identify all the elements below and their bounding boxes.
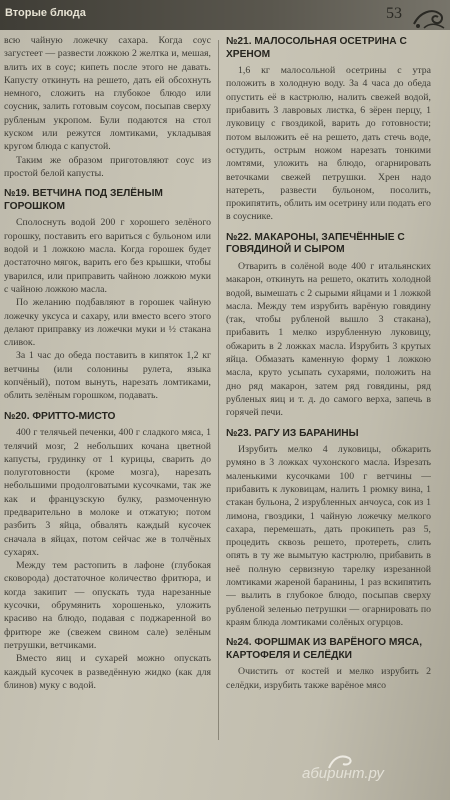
column-divider [218,40,219,740]
recipe-title-20: №20. ФРИТТО-МИСТО [4,410,116,422]
recipe-20-paragraph: Вместо яиц и сухарей можно опускать каждый кусочек в разведённую жидко (как для блинов) муку с водой. [4,653,211,691]
recipe-24-paragraph: Очистить от костей и мелко изрубить 2 селёдки, изрубить также варёное мясо [226,666,431,691]
left-column [4,34,211,770]
recipe-23-paragraph: Изрубить мелко 4 луковицы, обжарить румяно в 3 ложках чухонского масла. Изрезать маленькими кусочками 100 г ветчины — прибавить к луковицам, налить 1 рюмку вина, 1 стакан бульона, 2 изрубленных анчоуса, сок из 1 лимона, гвоздики, 1 чайную ложечку мелкого сахара, перемешать, дать прокипеть раз 5, процедить сквозь решето, протереть, слить опять в ту же вымытую кастрюлю, прибавить в неё полную сервизную тарелку изрезанной ломтиками жареной баранины, 1 раз вскипятить — вылить в глубокое блюдо, посыпав сверху рубленой зеленью петрушки — огарнировать по краям блюда ломтиками солёных огурцов. [226,444,431,628]
recipe-title-23: №23. РАГУ ИЗ БАРАНИНЫ [226,427,359,439]
recipe-20-paragraph: 400 г телячьей печенки, 400 г сладкого мяса, 1 телячий мозг, 2 небольших кочана цветной капусты, грудинку от 1 курицы, сварить до полуготовности (кроме мозга), нарезать небольшими продолговатыми кусочками, так же как и французскую булку, размоченную предварительно в молоке и отжатую; потом разбить 3 яйца, обвалять каждый кусочек сначала в яйцах, потом сейчас же в толчёных сухарях. [4,427,211,558]
watermark-text: абиринт.ру [302,765,384,782]
section-title: Вторые блюда [5,7,86,19]
recipe-19-paragraph: Сполоснуть водой 200 г хорошего зелёного горошку, поставить его вариться с бульоном или водой и 1 ложкою масла. Когда горошек будет достаточно мягок, варить его без крышки, чтобы уварился, или приправить чайною ложкою муки с чайною ложкою масла. [4,217,211,295]
recipe-20-paragraph: Между тем растопить в лафоне (глубокая сковорода) достаточное количество фритюра, и когда закипит — опускать туда нарезанные кусочки, обрумянить хорошенько, уложить красиво на блюдо, подавая с поджаренной во фритюре же (свежем свином сале) зелёным петрушки, ветчиками. [4,560,211,651]
recipe-19-paragraph: За 1 час до обеда поставить в кипяток 1,2 кг ветчины (или солонины рулета, языка копчёный), потом вынуть, нарезать ломтиками, облить зелёным горошком, подавать. [4,350,211,402]
recipe-title-21: №21. МАЛОСОЛЬНАЯ ОСЕТРИНА С ХРЕНОМ [226,36,407,60]
intro-paragraph: всю чайную ложечку сахара. Когда соус загустеет — развести ложкою 2 желтка и, мешая, влить их в соус; кипеть после этого не давать. Капусту откинуть на решето, дать ей обсохнуть немного, сложить на глубокое блюдо или соусник, залить готовым соусом, посыпав сверху рубленым укропом. Були подаются на стол куском или режутся ломтиками, укладывая кругом блюда с капустой. [4,35,211,153]
right-column [226,34,431,770]
swirl-ornament-icon [410,2,448,32]
recipe-21-paragraph: 1,6 кг малосольной осетрины с утра положить в холодную воду. За 4 часа до обеда опустить её в кастрюлю, налить свежей водой, прибавить 3 лавровых листка, 6 зёрен перцу, 1 луковицу с гвоздикой, варить до готовности; потом выложить её на решето, дать стечь воде, остудить, острым ножом нарезать тонкими ломтями, уложить на блюдо, огарнировать веточками свежей петрушки. Хрен надо натереть, развести бульоном, посолить, прокипятить, облить им осетрину или подать его в соуснике. [226,65,431,223]
recipe-22-paragraph: Отварить в солёной воде 400 г итальянских макарон, откинуть на решето, окатить холодной водой, вымешать с 2 сырыми яйцами и 1 ложкой масла. Между тем изрубить варёную говядину (так, чтобы рубленой вышло 3 стакана), прибавить 1 мелко изрубленную луковицу, обжарить в 2 ложках масла. Изрубить 3 крутых яйца. Обмазать каменную форму 1 ложкою масла, круто усыпать сухарями, положить на дно ряд макарон, затем ряд говядины, ряд рубленых яиц и т. д. до самого верха, запечь в горячей печи. [226,260,431,419]
recipe-19-paragraph: По желанию подбавляют в горошек чайную ложечку уксуса и сахару, или вместо всего этого делают приправку из ложечки муки и ½ стакана сливок. [4,297,211,349]
page-number: 53 [386,5,402,22]
recipe-title-19: №19. ВЕТЧИНА ПОД ЗЕЛЁНЫМ ГОРОШКОМ [4,188,163,212]
header-band [0,0,450,30]
recipe-title-22: №22. МАКАРОНЫ, ЗАПЕЧЁННЫЕ С ГОВЯДИНОЙ И СЫРОМ [226,231,405,256]
recipe-title-24: №24. ФОРШМАК ИЗ ВАРЁНОГО МЯСА, КАРТОФЕЛЯ И СЕЛЁДКИ [226,637,423,661]
intro-paragraph: Таким же образом приготовляют соус из простой белой капусты. [4,154,211,179]
